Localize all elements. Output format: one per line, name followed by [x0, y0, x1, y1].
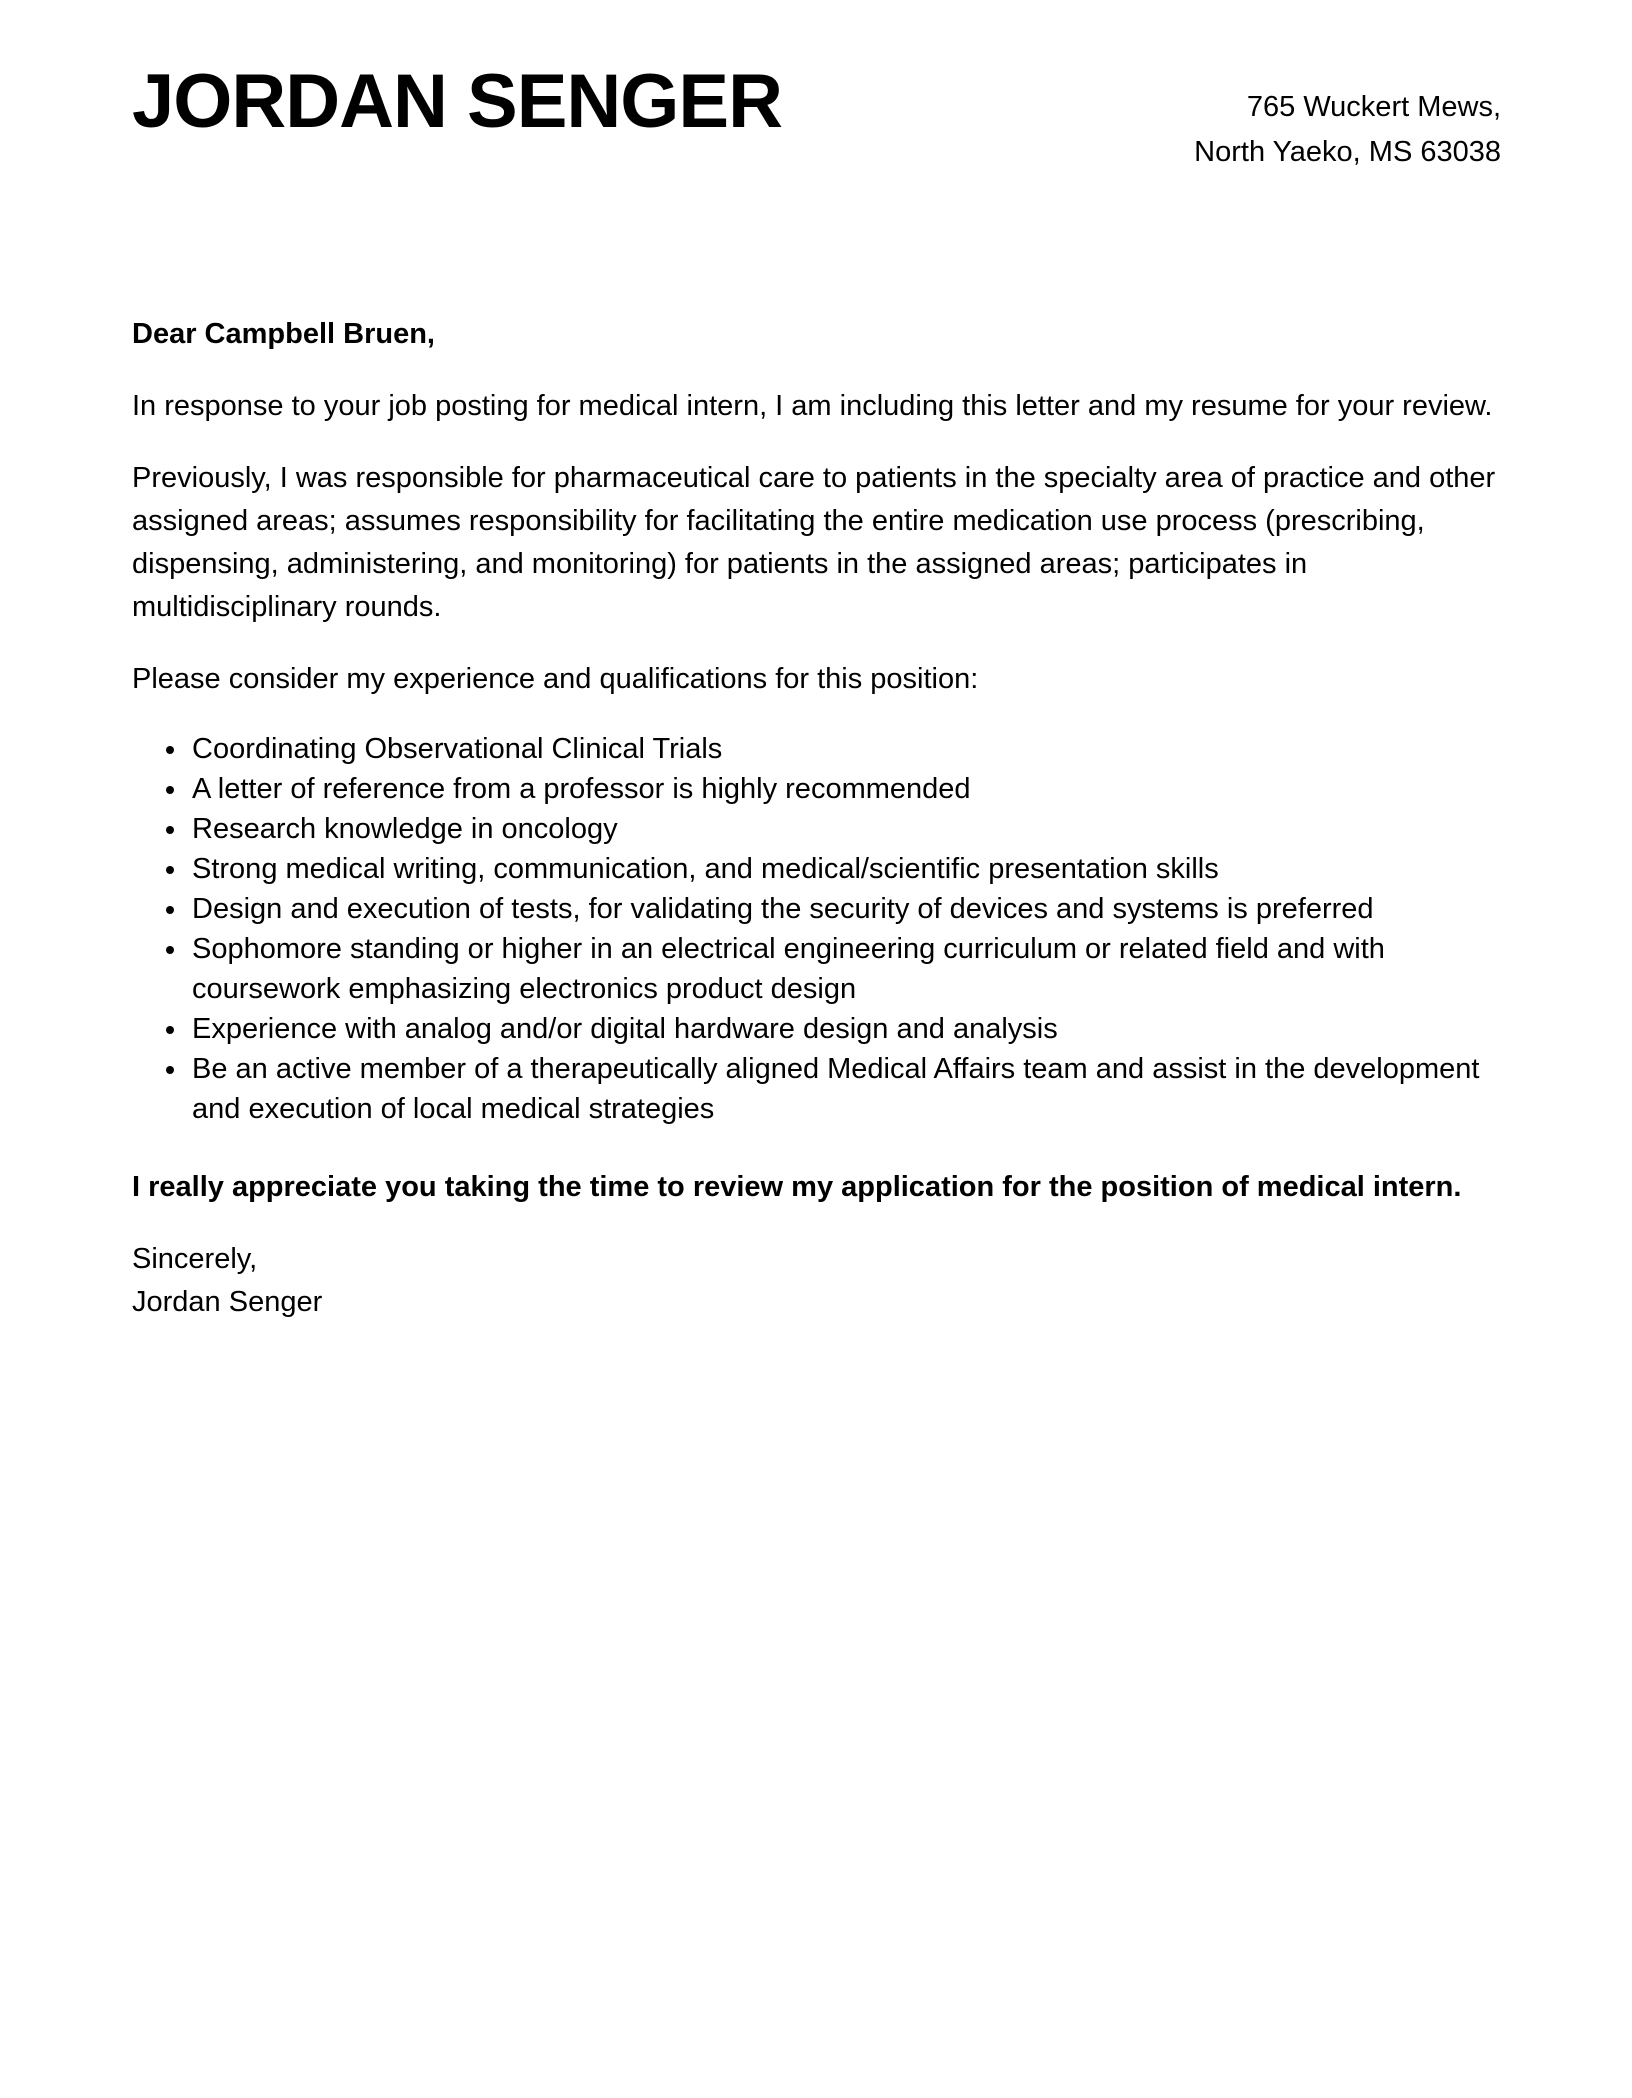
paragraph-intro: In response to your job posting for medical intern, I am including this letter and my resume for your review. — [132, 389, 1493, 422]
qualification-item: • A letter of reference from a professor is highly recommended — [189, 770, 1501, 810]
signature-name: Jordan Senger — [132, 1285, 323, 1318]
qualification-item: • Experience with analog and/or digital hardware design and analysis — [189, 1010, 1501, 1050]
qualification-item: • Design and execution of tests, for validating the security of devices and systems is preferred — [189, 890, 1501, 930]
paragraph-experience: Previously, I was responsible for pharmaceutical care to patients in the specialty area of practice and other assigned areas; assumes responsibility for facilitating the entire medication use process (prescribing, dispensing, administering, and monitoring) for patients in the assigned areas; participates in multidisciplinary rounds. — [132, 461, 1496, 623]
qualification-item: • Be an active member of a therapeutically aligned Medical Affairs team and assist in the development and execution of local medical strategies — [189, 1050, 1501, 1130]
letter-header — [132, 59, 1501, 175]
applicant-address — [1194, 64, 1501, 175]
address-line-2: North Yaeko, MS 63038 — [1194, 135, 1501, 168]
paragraph-consider: Please consider my experience and qualifications for this position: — [132, 662, 979, 695]
qualification-item: • Coordinating Observational Clinical Trials — [189, 730, 1501, 770]
closing-paragraph: I really appreciate you taking the time to review my application for the position of medical intern. — [132, 1170, 1462, 1203]
signoff: Sincerely, — [132, 1242, 258, 1275]
salutation: Dear Campbell Bruen, — [132, 317, 435, 350]
qualification-item: • Strong medical writing, communication, and medical/scientific presentation skills — [189, 850, 1501, 890]
signature-block — [132, 1238, 1501, 1324]
letter-body — [132, 313, 1501, 1324]
address-line-1: 765 Wuckert Mews, — [1246, 91, 1501, 123]
qualification-item: • Research knowledge in oncology — [189, 810, 1501, 850]
applicant-name: JORDAN SENGER — [132, 59, 782, 144]
qualification-item: • Sophomore standing or higher in an electrical engineering curriculum or related field and with coursework emphasizing electronics product design — [189, 930, 1501, 1010]
qualifications-list — [132, 730, 1501, 1130]
